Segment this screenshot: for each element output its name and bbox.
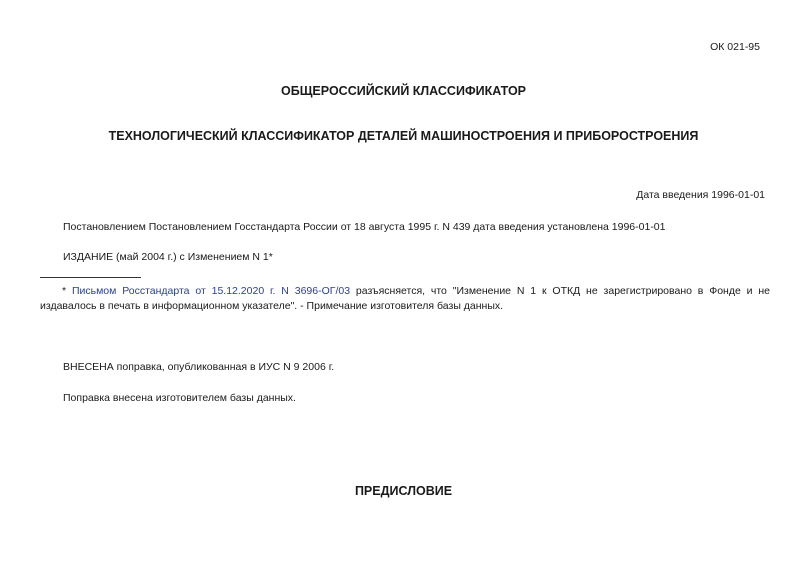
decree-line: Постановлением Постановлением Госстандарта России от 18 августа 1995 г. N 439 дата введения установлена 1996-01-01 (63, 221, 666, 233)
document-code: ОК 021-95 (710, 41, 760, 53)
footnote-link[interactable]: Письмом Росстандарта от 15.12.2020 г. N 3696-ОГ/03 (71, 285, 351, 297)
amendment-db-note: Поправка внесена изготовителем базы данных. (63, 392, 296, 404)
document-title: ОБЩЕРОССИЙСКИЙ КЛАССИФИКАТОР (280, 84, 527, 98)
amendment-published: ВНЕСЕНА поправка, опубликованная в ИУС N 9 2006 г. (63, 361, 335, 373)
document-subtitle: ТЕХНОЛОГИЧЕСКИЙ КЛАССИФИКАТОР ДЕТАЛЕЙ МАШИНОСТРОЕНИЯ И ПРИБОРОСТРОЕНИЯ (108, 129, 699, 143)
footnote (40, 284, 770, 314)
edition-line: ИЗДАНИЕ (май 2004 г.) с Изменением N 1* (63, 251, 273, 263)
section-heading-foreword: ПРЕДИСЛОВИЕ (354, 484, 453, 498)
intro-date: Дата введения 1996-01-01 (636, 189, 765, 201)
footnote-text: разъясняется, что "Изменение N 1 к ОТКД не зарегистрировано в Фонде и не издавалось в печать в информационном указателе". - Примечание изготовителя базы данных. (40, 285, 770, 312)
footnote-marker: * (62, 285, 72, 297)
footnote-divider (40, 277, 141, 278)
